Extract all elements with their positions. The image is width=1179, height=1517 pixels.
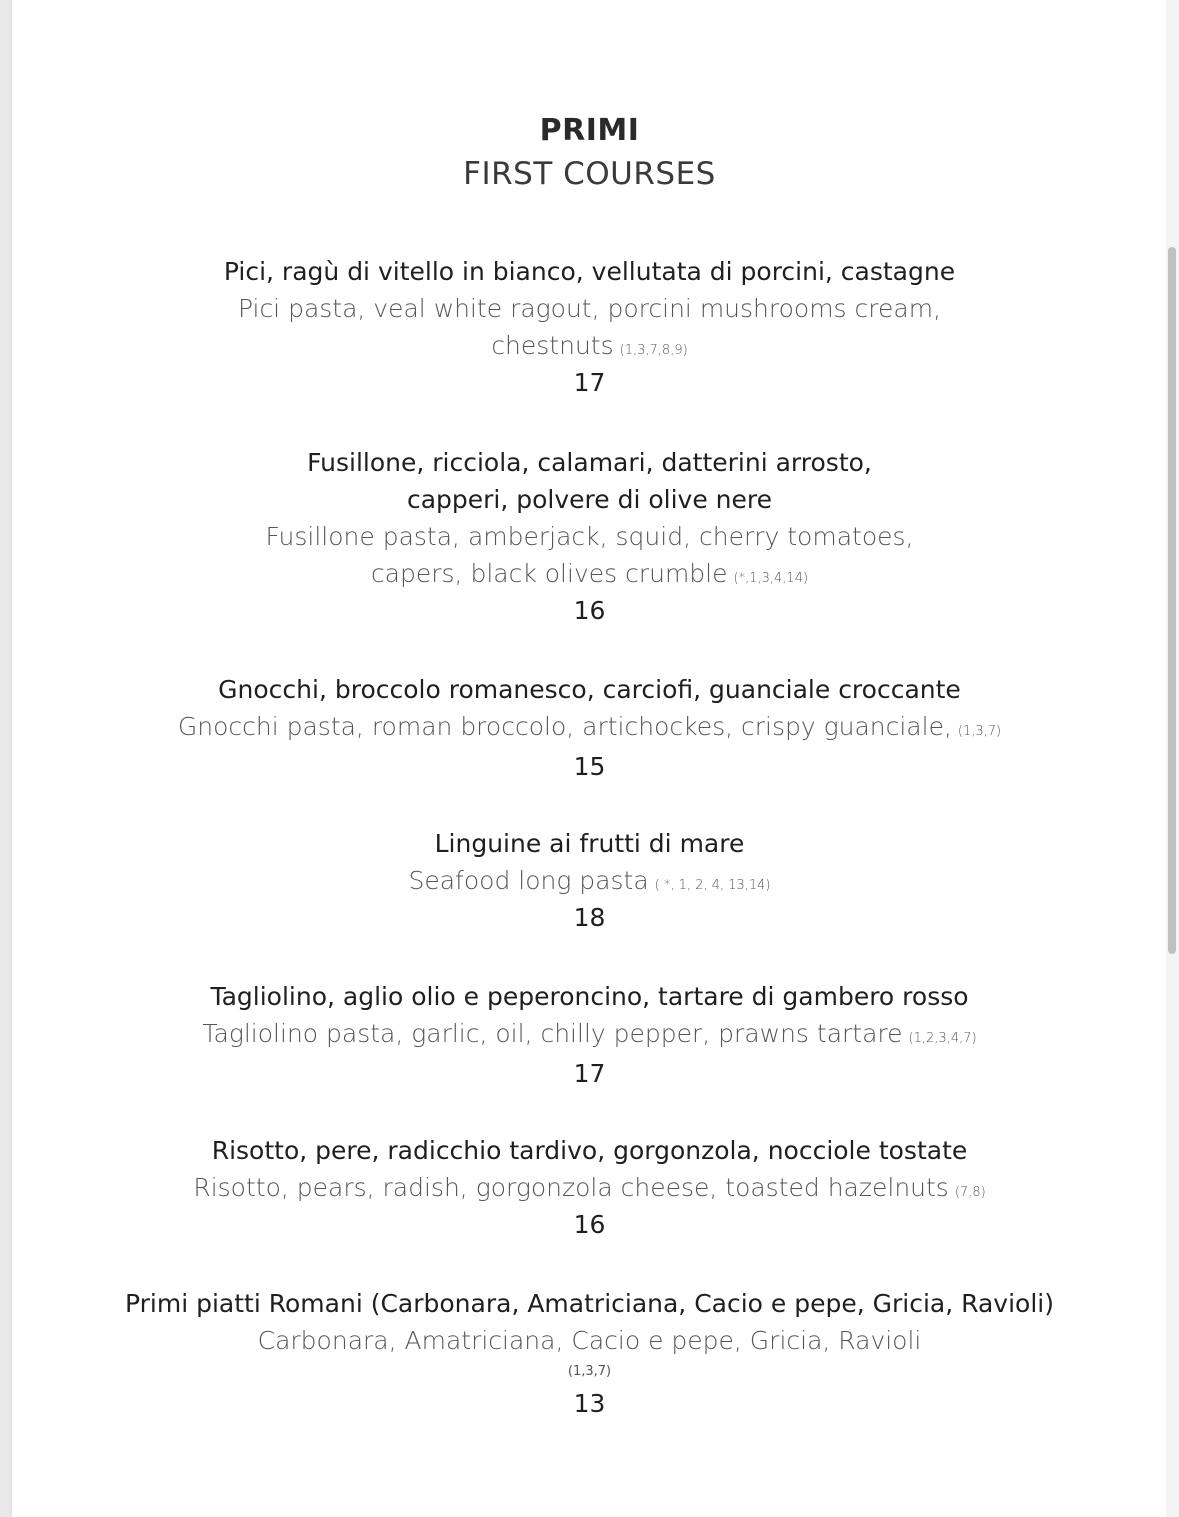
menu-item bbox=[0, 1285, 1179, 1422]
dish-description-text: capers, black olives crumble bbox=[370, 559, 728, 588]
dish-name: Fusillone, ricciola, calamari, datterini arrosto, bbox=[307, 448, 872, 477]
dish-price: 15 bbox=[573, 752, 606, 781]
dish-price: 16 bbox=[573, 596, 606, 625]
allergen-codes: (7,8) bbox=[954, 1185, 986, 1200]
allergen-codes: ( *, 1, 2, 4, 13,14) bbox=[654, 878, 771, 893]
dish-description: Fusillone pasta, amberjack, squid, cherry tomatoes, bbox=[265, 522, 914, 551]
menu-item bbox=[0, 444, 1179, 629]
menu-item bbox=[0, 978, 1179, 1092]
dish-description-line bbox=[0, 1169, 1179, 1206]
dish-description: Carbonara, Amatriciana, Cacio e pepe, Gricia, Ravioli bbox=[257, 1326, 922, 1355]
dish-description: Gnocchi pasta, roman broccolo, artichockes, crispy guanciale, bbox=[177, 712, 952, 741]
dish-name: Primi piatti Romani (Carbonara, Amatriciana, Cacio e pepe, Gricia, Ravioli) bbox=[125, 1289, 1054, 1318]
allergen-codes: (1,2,3,4,7) bbox=[908, 1031, 977, 1046]
menu-item bbox=[0, 253, 1179, 401]
dish-price: 18 bbox=[573, 903, 606, 932]
dish-description: Risotto, pears, radish, gorgonzola cheese, toasted hazelnuts bbox=[193, 1173, 949, 1202]
dish-price: 17 bbox=[573, 1059, 606, 1088]
dish-description: Tagliolino pasta, garlic, oil, chilly pepper, prawns tartare bbox=[202, 1019, 903, 1048]
dish-name: Risotto, pere, radicchio tardivo, gorgonzola, nocciole tostate bbox=[211, 1136, 968, 1165]
dish-description-text: chestnuts bbox=[491, 331, 614, 360]
dish-price: 13 bbox=[573, 1389, 606, 1418]
dish-description-line-2 bbox=[0, 555, 1179, 592]
allergen-codes: (*,1,3,4,14) bbox=[733, 571, 809, 586]
allergen-codes: (1,3,7) bbox=[957, 724, 1002, 739]
dish-name-line-2: capperi, polvere di olive nere bbox=[406, 485, 773, 514]
dish-description: Seafood long pasta bbox=[408, 866, 649, 895]
allergen-codes: (1,3,7,8,9) bbox=[619, 343, 688, 358]
dish-price: 17 bbox=[573, 368, 606, 397]
dish-name: Gnocchi, broccolo romanesco, carciofi, guanciale croccante bbox=[218, 675, 961, 704]
dish-name: Linguine ai frutti di mare bbox=[434, 829, 745, 858]
menu-item bbox=[0, 671, 1179, 785]
dish-name: Tagliolino, aglio olio e peperoncino, tartare di gambero rosso bbox=[210, 982, 969, 1011]
dish-name: Pici, ragù di vitello in bianco, vellutata di porcini, castagne bbox=[223, 257, 956, 286]
dish-description-line bbox=[0, 1015, 1179, 1052]
section-title: PRIMI bbox=[539, 113, 640, 148]
allergen-codes: (1,3,7) bbox=[567, 1364, 612, 1379]
menu-item bbox=[0, 825, 1179, 936]
menu-item bbox=[0, 1132, 1179, 1243]
dish-price: 16 bbox=[573, 1210, 606, 1239]
dish-description: Pici pasta, veal white ragout, porcini mushrooms cream, bbox=[237, 294, 942, 323]
dish-description-line bbox=[0, 708, 1179, 745]
dish-description-line bbox=[0, 862, 1179, 899]
section-subtitle: FIRST COURSES bbox=[463, 156, 716, 192]
dish-description-line-2 bbox=[0, 327, 1179, 364]
